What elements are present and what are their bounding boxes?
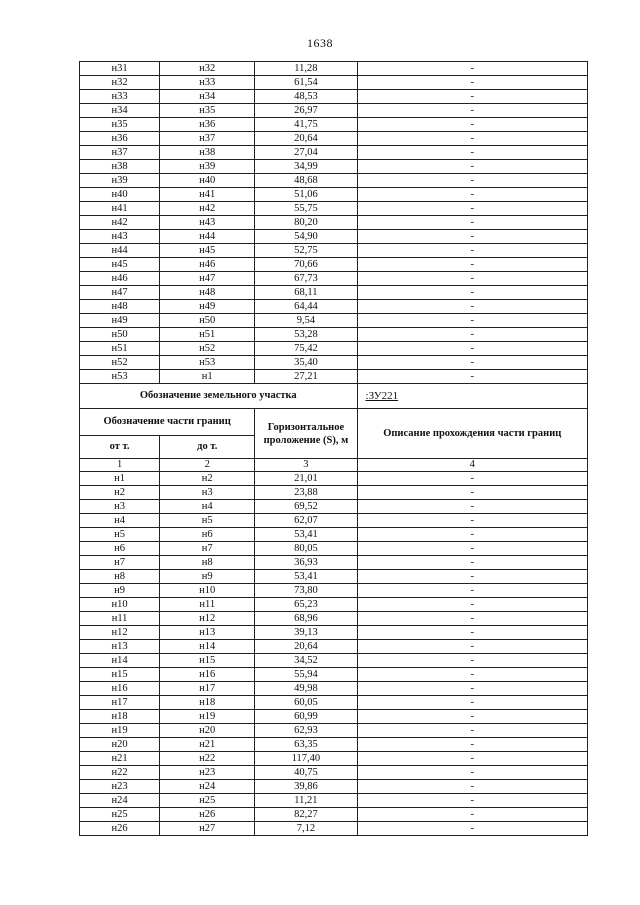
table-row bbox=[80, 356, 588, 370]
point-from: н32 bbox=[80, 76, 160, 90]
point-to: н17 bbox=[160, 682, 255, 696]
table-row bbox=[80, 696, 588, 710]
point-to: н10 bbox=[160, 584, 255, 598]
point-to: н52 bbox=[160, 342, 255, 356]
distance-value: 61,54 bbox=[255, 76, 357, 90]
distance-value: 80,20 bbox=[255, 216, 357, 230]
description-value: - bbox=[357, 314, 587, 328]
description-value: - bbox=[357, 612, 587, 626]
point-from: н33 bbox=[80, 90, 160, 104]
point-from: н17 bbox=[80, 696, 160, 710]
point-from: н51 bbox=[80, 342, 160, 356]
point-from: н24 bbox=[80, 794, 160, 808]
point-to: н25 bbox=[160, 794, 255, 808]
point-from: н13 bbox=[80, 640, 160, 654]
point-to: н39 bbox=[160, 160, 255, 174]
distance-value: 64,44 bbox=[255, 300, 357, 314]
distance-value: 60,05 bbox=[255, 696, 357, 710]
point-from: н7 bbox=[80, 556, 160, 570]
point-from: н25 bbox=[80, 808, 160, 822]
distance-value: 7,12 bbox=[255, 822, 357, 836]
point-to: н6 bbox=[160, 528, 255, 542]
point-from: н23 bbox=[80, 780, 160, 794]
description-value: - bbox=[357, 822, 587, 836]
point-to: н27 bbox=[160, 822, 255, 836]
table-row bbox=[80, 146, 588, 160]
description-value: - bbox=[357, 118, 587, 132]
description-value: - bbox=[357, 244, 587, 258]
description-value: - bbox=[357, 188, 587, 202]
point-to: н46 bbox=[160, 258, 255, 272]
point-to: н34 bbox=[160, 90, 255, 104]
point-from: н5 bbox=[80, 528, 160, 542]
point-to: н43 bbox=[160, 216, 255, 230]
table-row bbox=[80, 472, 588, 486]
table-row bbox=[80, 766, 588, 780]
top-rows bbox=[80, 62, 588, 384]
distance-value: 68,11 bbox=[255, 286, 357, 300]
point-to: н32 bbox=[160, 62, 255, 76]
table-row bbox=[80, 612, 588, 626]
distance-value: 51,06 bbox=[255, 188, 357, 202]
parcel-header bbox=[80, 384, 588, 472]
bottom-rows bbox=[80, 472, 588, 836]
point-from: н11 bbox=[80, 612, 160, 626]
distance-value: 11,28 bbox=[255, 62, 357, 76]
description-value: - bbox=[357, 500, 587, 514]
description-value: - bbox=[357, 202, 587, 216]
distance-value: 27,04 bbox=[255, 146, 357, 160]
point-from: н14 bbox=[80, 654, 160, 668]
distance-value: 48,68 bbox=[255, 174, 357, 188]
table-row bbox=[80, 500, 588, 514]
point-to: н45 bbox=[160, 244, 255, 258]
distance-value: 48,53 bbox=[255, 90, 357, 104]
table-row bbox=[80, 822, 588, 836]
distance-value: 20,64 bbox=[255, 132, 357, 146]
point-to: н13 bbox=[160, 626, 255, 640]
point-to: н35 bbox=[160, 104, 255, 118]
description-value: - bbox=[357, 668, 587, 682]
point-to: н33 bbox=[160, 76, 255, 90]
description-value: - bbox=[357, 724, 587, 738]
distance-value: 23,88 bbox=[255, 486, 357, 500]
point-to: н23 bbox=[160, 766, 255, 780]
point-to: н51 bbox=[160, 328, 255, 342]
distance-value: 21,01 bbox=[255, 472, 357, 486]
point-from: н42 bbox=[80, 216, 160, 230]
description-value: - bbox=[357, 174, 587, 188]
description-value: - bbox=[357, 710, 587, 724]
point-to: н8 bbox=[160, 556, 255, 570]
point-from: н34 bbox=[80, 104, 160, 118]
description-value: - bbox=[357, 766, 587, 780]
distance-value: 117,40 bbox=[255, 752, 357, 766]
description-value: - bbox=[357, 528, 587, 542]
point-to: н1 bbox=[160, 370, 255, 384]
description-value: - bbox=[357, 780, 587, 794]
distance-value: 20,64 bbox=[255, 640, 357, 654]
table-row bbox=[80, 542, 588, 556]
distance-value: 62,93 bbox=[255, 724, 357, 738]
point-from: н40 bbox=[80, 188, 160, 202]
point-from: н39 bbox=[80, 174, 160, 188]
table-row bbox=[80, 640, 588, 654]
point-to: н3 bbox=[160, 486, 255, 500]
description-value: - bbox=[357, 300, 587, 314]
description-value: - bbox=[357, 794, 587, 808]
column-number-row bbox=[80, 459, 588, 472]
table-row bbox=[80, 132, 588, 146]
table-row bbox=[80, 570, 588, 584]
table-row bbox=[80, 724, 588, 738]
table-row bbox=[80, 174, 588, 188]
table-row bbox=[80, 682, 588, 696]
description-value: - bbox=[357, 696, 587, 710]
distance-value: 54,90 bbox=[255, 230, 357, 244]
distance-value: 60,99 bbox=[255, 710, 357, 724]
point-from: н41 bbox=[80, 202, 160, 216]
table-row bbox=[80, 342, 588, 356]
point-to: н15 bbox=[160, 654, 255, 668]
parcel-id bbox=[357, 384, 587, 409]
point-to: н22 bbox=[160, 752, 255, 766]
point-to: н44 bbox=[160, 230, 255, 244]
point-from: н43 bbox=[80, 230, 160, 244]
point-from: н47 bbox=[80, 286, 160, 300]
table-row bbox=[80, 202, 588, 216]
distance-value: 27,21 bbox=[255, 370, 357, 384]
description-value: - bbox=[357, 286, 587, 300]
table-row bbox=[80, 514, 588, 528]
point-to: н9 bbox=[160, 570, 255, 584]
header-group: Обозначение части границ bbox=[80, 409, 255, 436]
point-to: н16 bbox=[160, 668, 255, 682]
distance-value: 65,23 bbox=[255, 598, 357, 612]
description-value: - bbox=[357, 626, 587, 640]
point-from: н16 bbox=[80, 682, 160, 696]
table-row bbox=[80, 90, 588, 104]
page-number: 1638 bbox=[307, 36, 333, 50]
point-from: н18 bbox=[80, 710, 160, 724]
point-from: н26 bbox=[80, 822, 160, 836]
table-row bbox=[80, 668, 588, 682]
table-row bbox=[80, 286, 588, 300]
table-row bbox=[80, 314, 588, 328]
table-row bbox=[80, 780, 588, 794]
header-distance: Горизонтальное проложение (S), м bbox=[255, 409, 357, 459]
description-value: - bbox=[357, 160, 587, 174]
table-row bbox=[80, 104, 588, 118]
distance-value: 35,40 bbox=[255, 356, 357, 370]
table-row bbox=[80, 230, 588, 244]
distance-value: 67,73 bbox=[255, 272, 357, 286]
point-to: н21 bbox=[160, 738, 255, 752]
point-to: н18 bbox=[160, 696, 255, 710]
column-number: 1 bbox=[80, 459, 160, 472]
table-row bbox=[80, 118, 588, 132]
point-from: н20 bbox=[80, 738, 160, 752]
distance-value: 69,52 bbox=[255, 500, 357, 514]
table-row bbox=[80, 370, 588, 384]
description-value: - bbox=[357, 132, 587, 146]
point-from: н48 bbox=[80, 300, 160, 314]
description-value: - bbox=[357, 514, 587, 528]
description-value: - bbox=[357, 76, 587, 90]
point-from: н10 bbox=[80, 598, 160, 612]
table-row bbox=[80, 486, 588, 500]
description-value: - bbox=[357, 104, 587, 118]
distance-value: 68,96 bbox=[255, 612, 357, 626]
distance-value: 34,52 bbox=[255, 654, 357, 668]
distance-value: 49,98 bbox=[255, 682, 357, 696]
point-from: н37 bbox=[80, 146, 160, 160]
table-row bbox=[80, 752, 588, 766]
column-number: 4 bbox=[357, 459, 587, 472]
point-from: н1 bbox=[80, 472, 160, 486]
distance-value: 26,97 bbox=[255, 104, 357, 118]
table-row bbox=[80, 300, 588, 314]
point-from: н52 bbox=[80, 356, 160, 370]
point-from: н8 bbox=[80, 570, 160, 584]
point-from: н53 bbox=[80, 370, 160, 384]
description-value: - bbox=[357, 356, 587, 370]
point-to: н20 bbox=[160, 724, 255, 738]
description-value: - bbox=[357, 146, 587, 160]
point-from: н44 bbox=[80, 244, 160, 258]
point-to: н49 bbox=[160, 300, 255, 314]
point-from: н38 bbox=[80, 160, 160, 174]
point-from: н22 bbox=[80, 766, 160, 780]
point-from: н45 bbox=[80, 258, 160, 272]
point-to: н19 bbox=[160, 710, 255, 724]
point-to: н47 bbox=[160, 272, 255, 286]
point-from: н21 bbox=[80, 752, 160, 766]
distance-value: 53,41 bbox=[255, 528, 357, 542]
distance-value: 73,80 bbox=[255, 584, 357, 598]
point-to: н4 bbox=[160, 500, 255, 514]
description-value: - bbox=[357, 342, 587, 356]
header-description: Описание прохождения части границ bbox=[357, 409, 587, 459]
description-value: - bbox=[357, 808, 587, 822]
table-row bbox=[80, 598, 588, 612]
table-row bbox=[80, 808, 588, 822]
point-to: н24 bbox=[160, 780, 255, 794]
description-value: - bbox=[357, 654, 587, 668]
description-value: - bbox=[357, 556, 587, 570]
distance-value: 80,05 bbox=[255, 542, 357, 556]
distance-value: 62,07 bbox=[255, 514, 357, 528]
distance-value: 39,86 bbox=[255, 780, 357, 794]
description-value: - bbox=[357, 216, 587, 230]
header-to: до т. bbox=[160, 436, 255, 459]
description-value: - bbox=[357, 542, 587, 556]
point-to: н38 bbox=[160, 146, 255, 160]
table-row bbox=[80, 272, 588, 286]
header-row-1 bbox=[80, 409, 588, 436]
table-row bbox=[80, 738, 588, 752]
description-value: - bbox=[357, 570, 587, 584]
description-value: - bbox=[357, 230, 587, 244]
point-from: н36 bbox=[80, 132, 160, 146]
point-from: н12 bbox=[80, 626, 160, 640]
point-from: н19 bbox=[80, 724, 160, 738]
distance-value: 53,28 bbox=[255, 328, 357, 342]
distance-value: 9,54 bbox=[255, 314, 357, 328]
point-from: н6 bbox=[80, 542, 160, 556]
table-row bbox=[80, 528, 588, 542]
description-value: - bbox=[357, 258, 587, 272]
description-value: - bbox=[357, 598, 587, 612]
table-row bbox=[80, 328, 588, 342]
description-value: - bbox=[357, 486, 587, 500]
distance-value: 34,99 bbox=[255, 160, 357, 174]
distance-value: 75,42 bbox=[255, 342, 357, 356]
distance-value: 52,75 bbox=[255, 244, 357, 258]
boundary-table bbox=[79, 61, 588, 836]
distance-value: 41,75 bbox=[255, 118, 357, 132]
point-from: н4 bbox=[80, 514, 160, 528]
table-row bbox=[80, 216, 588, 230]
parcel-label: Обозначение земельного участка bbox=[80, 384, 358, 409]
distance-value: 11,21 bbox=[255, 794, 357, 808]
description-value: - bbox=[357, 328, 587, 342]
distance-value: 82,27 bbox=[255, 808, 357, 822]
point-from: н50 bbox=[80, 328, 160, 342]
description-value: - bbox=[357, 62, 587, 76]
parcel-row bbox=[80, 384, 588, 409]
point-to: н53 bbox=[160, 356, 255, 370]
table-row bbox=[80, 654, 588, 668]
description-value: - bbox=[357, 682, 587, 696]
point-to: н14 bbox=[160, 640, 255, 654]
distance-value: 55,75 bbox=[255, 202, 357, 216]
distance-value: 55,94 bbox=[255, 668, 357, 682]
point-to: н36 bbox=[160, 118, 255, 132]
table-row bbox=[80, 62, 588, 76]
description-value: - bbox=[357, 752, 587, 766]
description-value: - bbox=[357, 584, 587, 598]
table-row bbox=[80, 584, 588, 598]
parcel-id-text: :ЗУ221 bbox=[365, 390, 399, 402]
distance-value: 40,75 bbox=[255, 766, 357, 780]
description-value: - bbox=[357, 472, 587, 486]
header-from: от т. bbox=[80, 436, 160, 459]
column-number: 2 bbox=[160, 459, 255, 472]
distance-value: 70,66 bbox=[255, 258, 357, 272]
distance-value: 39,13 bbox=[255, 626, 357, 640]
table-row bbox=[80, 188, 588, 202]
point-from: н2 bbox=[80, 486, 160, 500]
point-from: н3 bbox=[80, 500, 160, 514]
point-to: н50 bbox=[160, 314, 255, 328]
description-value: - bbox=[357, 272, 587, 286]
description-value: - bbox=[357, 738, 587, 752]
table-row bbox=[80, 258, 588, 272]
point-to: н2 bbox=[160, 472, 255, 486]
point-from: н46 bbox=[80, 272, 160, 286]
point-to: н37 bbox=[160, 132, 255, 146]
point-from: н35 bbox=[80, 118, 160, 132]
point-from: н49 bbox=[80, 314, 160, 328]
point-to: н5 bbox=[160, 514, 255, 528]
point-to: н11 bbox=[160, 598, 255, 612]
point-to: н48 bbox=[160, 286, 255, 300]
description-value: - bbox=[357, 90, 587, 104]
table-row bbox=[80, 626, 588, 640]
point-from: н9 bbox=[80, 584, 160, 598]
table-row bbox=[80, 160, 588, 174]
point-to: н42 bbox=[160, 202, 255, 216]
description-value: - bbox=[357, 640, 587, 654]
distance-value: 36,93 bbox=[255, 556, 357, 570]
point-to: н41 bbox=[160, 188, 255, 202]
table-row bbox=[80, 710, 588, 724]
table-row bbox=[80, 244, 588, 258]
distance-value: 63,35 bbox=[255, 738, 357, 752]
point-from: н31 bbox=[80, 62, 160, 76]
point-to: н26 bbox=[160, 808, 255, 822]
point-to: н40 bbox=[160, 174, 255, 188]
point-from: н15 bbox=[80, 668, 160, 682]
point-to: н12 bbox=[160, 612, 255, 626]
distance-value: 53,41 bbox=[255, 570, 357, 584]
table-row bbox=[80, 794, 588, 808]
table-row bbox=[80, 556, 588, 570]
point-to: н7 bbox=[160, 542, 255, 556]
column-number: 3 bbox=[255, 459, 357, 472]
description-value: - bbox=[357, 370, 587, 384]
table-row bbox=[80, 76, 588, 90]
